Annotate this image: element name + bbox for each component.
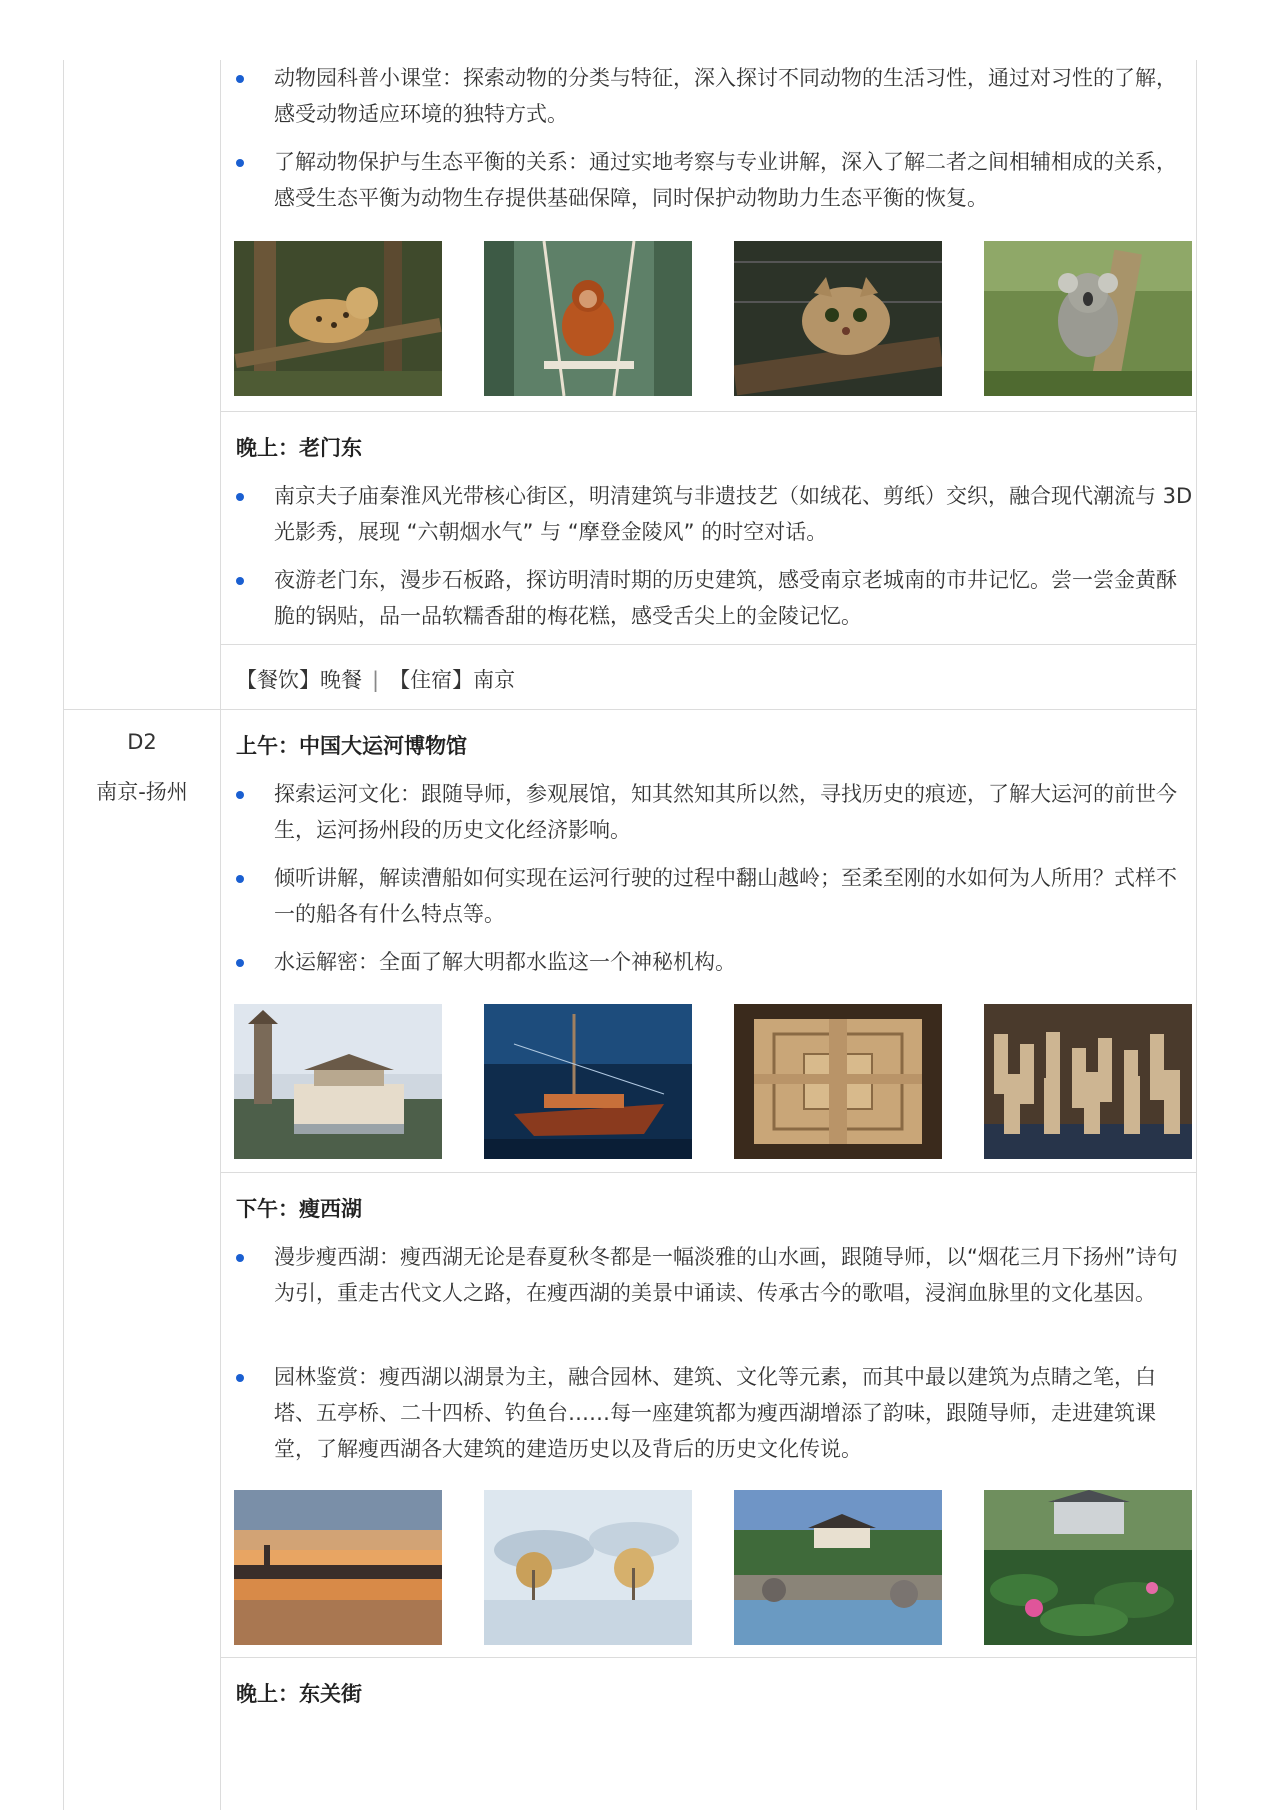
bullet-dot-icon [236,159,244,167]
bullet-dot-icon [236,1374,244,1382]
bullet-dot-icon [236,791,244,799]
photo-row-lake [234,1490,1194,1645]
photo-ocelot [234,241,442,396]
table-left-border [63,60,64,1810]
photo-misty-lake [484,1490,692,1645]
photo-museum-exterior [234,1004,442,1159]
photo-boat-model [484,1004,692,1159]
bullet-dot-icon [236,75,244,83]
bullet-dot-icon [236,959,244,967]
photo-leopard-cat [734,241,942,396]
row-divider [220,1172,1196,1173]
dining-lodging-info [236,664,515,694]
section-title-afternoon: 下午：瘦西湖 [236,1197,362,1221]
meta-separator: | [372,668,380,692]
day-cell [64,730,220,806]
photo-orangutan [484,241,692,396]
list-item: 水运解密：全面了解大明都水监这一个神秘机构。 [236,944,1196,980]
day-number: D2 [127,730,157,754]
row-divider [220,411,1196,412]
photo-terracotta-figures [984,1004,1192,1159]
list-item: 了解动物保护与生态平衡的关系：通过实地考察与专业讲解，深入了解二者之间相辅相成的关系，感受生态平衡为动物生存提供基础保障，同时保护动物助力生态平衡的恢复。 [236,144,1196,216]
photo-row-animals [234,241,1194,396]
list-item: 园林鉴赏：瘦西湖以湖景为主，融合园林、建筑、文化等元素，而其中最以建筑为点睛之笔，白塔、五亭桥、二十四桥、钓鱼台……每一座建筑都为瘦西湖增添了韵味，跟随导师，走进建筑课堂，了解瘦西湖各大建筑的建造历史以及背后的历史文化传说。 [236,1359,1196,1467]
list-item: 倾听讲解，解读漕船如何实现在运河行驶的过程中翻山越岭；至柔至刚的水如何为人所用？式样不一的船各有什么特点等。 [236,860,1196,932]
list-item: 探索运河文化：跟随导师，参观展馆，知其然知其所以然，寻找历史的痕迹，了解大运河的前世今生，运河扬州段的历史文化经济影响。 [236,776,1196,848]
list-item: 漫步瘦西湖：瘦西湖无论是春夏秋冬都是一幅淡雅的山水画，跟随导师，以“烟花三月下扬州”诗句为引，重走古代文人之路，在瘦西湖的美景中诵读、传承古今的歌唱，浸润血脉里的文化基因。 [236,1239,1196,1311]
list-item: 动物园科普小课堂：探索动物的分类与特征，深入探讨不同动物的生活习性，通过对习性的了解，感受动物适应环境的独特方式。 [236,60,1196,132]
row-divider [220,1657,1196,1658]
bullet-dot-icon [236,577,244,585]
photo-lotus-pond [984,1490,1192,1645]
bullet-dot-icon [236,493,244,501]
list-item: 南京夫子庙秦淮风光带核心街区，明清建筑与非遗技艺（如绒花、剪纸）交织，融合现代潮流与 3D 光影秀，展现 “六朝烟水气” 与 “摩登金陵风” 的时空对话。 [236,478,1196,550]
bullet-dot-icon [236,875,244,883]
table-right-border [1196,60,1197,1810]
photo-garden-stream [734,1490,942,1645]
dining-label: 【餐饮】晚餐 [236,668,362,692]
bullet-dot-icon [236,1254,244,1262]
day-divider [63,709,1196,710]
section-title-morning: 上午：中国大运河博物馆 [236,734,467,758]
photo-koala [984,241,1192,396]
photo-lake-sunset [234,1490,442,1645]
day-route: 南京-扬州 [96,780,188,804]
photo-city-model [734,1004,942,1159]
lodging-label: 【住宿】南京 [389,668,516,692]
photo-row-museum [234,1004,1194,1159]
list-item: 夜游老门东，漫步石板路，探访明清时期的历史建筑，感受南京老城南的市井记忆。尝一尝金黄酥脆的锅贴，品一品软糯香甜的梅花糕，感受舌尖上的金陵记忆。 [236,562,1196,634]
section-title-evening: 晚上：老门东 [236,436,362,460]
row-divider [220,644,1196,645]
section-title-evening-2: 晚上：东关街 [236,1682,362,1706]
table-column-divider [220,60,221,1810]
